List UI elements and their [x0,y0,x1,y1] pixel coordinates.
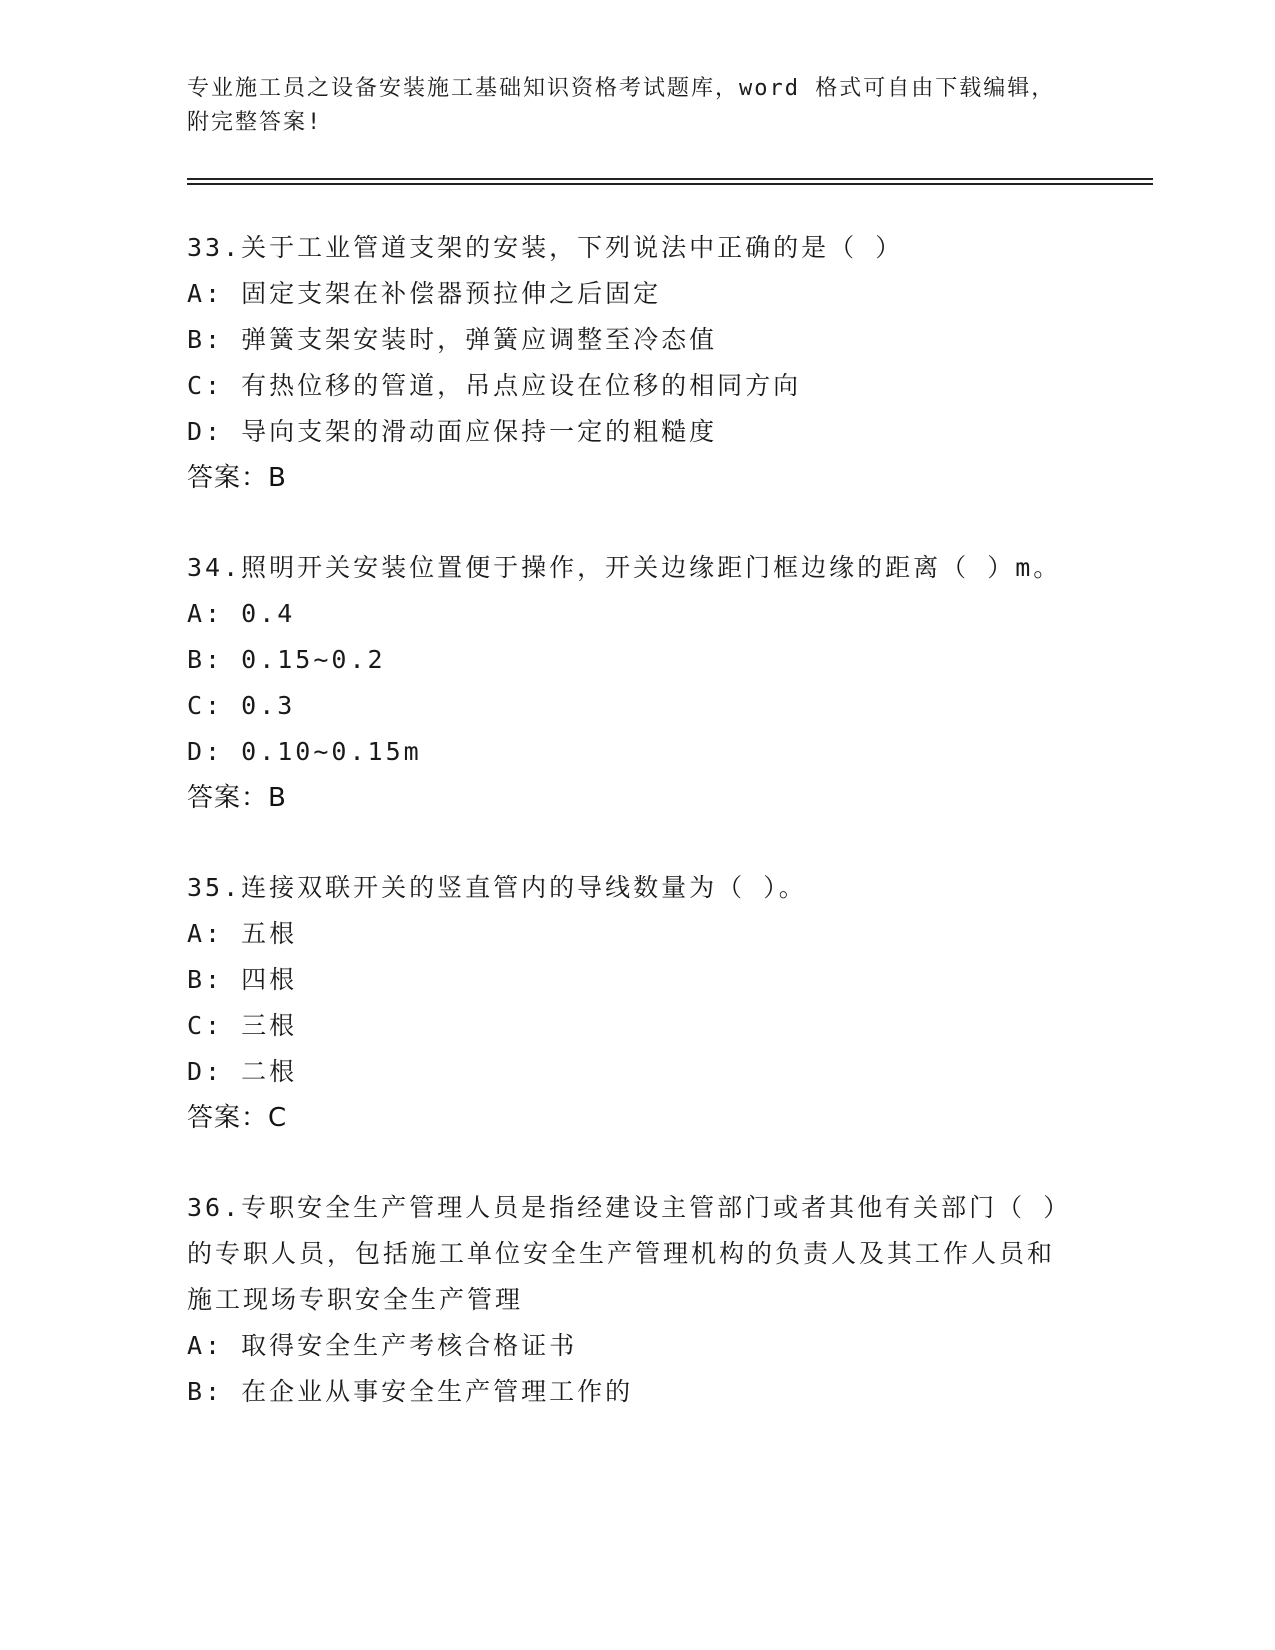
option-c: C: 有热位移的管道，吊点应设在位移的相同方向 [187,371,802,400]
option-d: D: 0.10~0.15m [187,737,422,766]
question-stem: 36.专职安全生产管理人员是指经建设主管部门或者其他有关部门（ ）的专职人员，包括施工单位安全生产管理机构的负责人及其工作人员和施工现场专职安全生产管理 [187,1193,1059,1314]
option-b: B: 四根 [187,965,298,994]
option-b: B: 0.15~0.2 [187,645,386,674]
option-a: A: 0.4 [187,599,296,628]
question-34 [187,545,1067,821]
option-a: A: 五根 [187,919,298,948]
answer: 答案：B [187,783,287,813]
answer: 答案：C [187,1103,288,1133]
option-d: D: 导向支架的滑动面应保持一定的粗糙度 [187,417,718,446]
option-b: B: 在企业从事安全生产管理工作的 [187,1377,634,1406]
question-stem: 35.连接双联开关的竖直管内的导线数量为（ ）。 [187,873,807,902]
question-35 [187,865,1067,1141]
header-divider-bottom [187,183,1153,185]
answer: 答案：B [187,463,287,493]
question-36 [187,1185,1067,1415]
option-d: D: 二根 [187,1057,298,1086]
option-b: B: 弹簧支架安装时，弹簧应调整至冷态值 [187,325,718,354]
header-divider-top [187,178,1153,180]
option-a: A: 固定支架在补偿器预拉伸之后固定 [187,279,662,308]
question-stem: 33.关于工业管道支架的安装，下列说法中正确的是（ ） [187,233,904,262]
option-a: A: 取得安全生产考核合格证书 [187,1331,578,1360]
question-stem: 34.照明开关安装位置便于操作，开关边缘距门框边缘的距离（ ）m。 [187,553,1062,582]
option-c: C: 0.3 [187,691,296,720]
option-c: C: 三根 [187,1011,298,1040]
document-header: 专业施工员之设备安装施工基础知识资格考试题库，word 格式可自由下载编辑，附完整答案! [187,76,1056,135]
question-33 [187,225,1067,501]
